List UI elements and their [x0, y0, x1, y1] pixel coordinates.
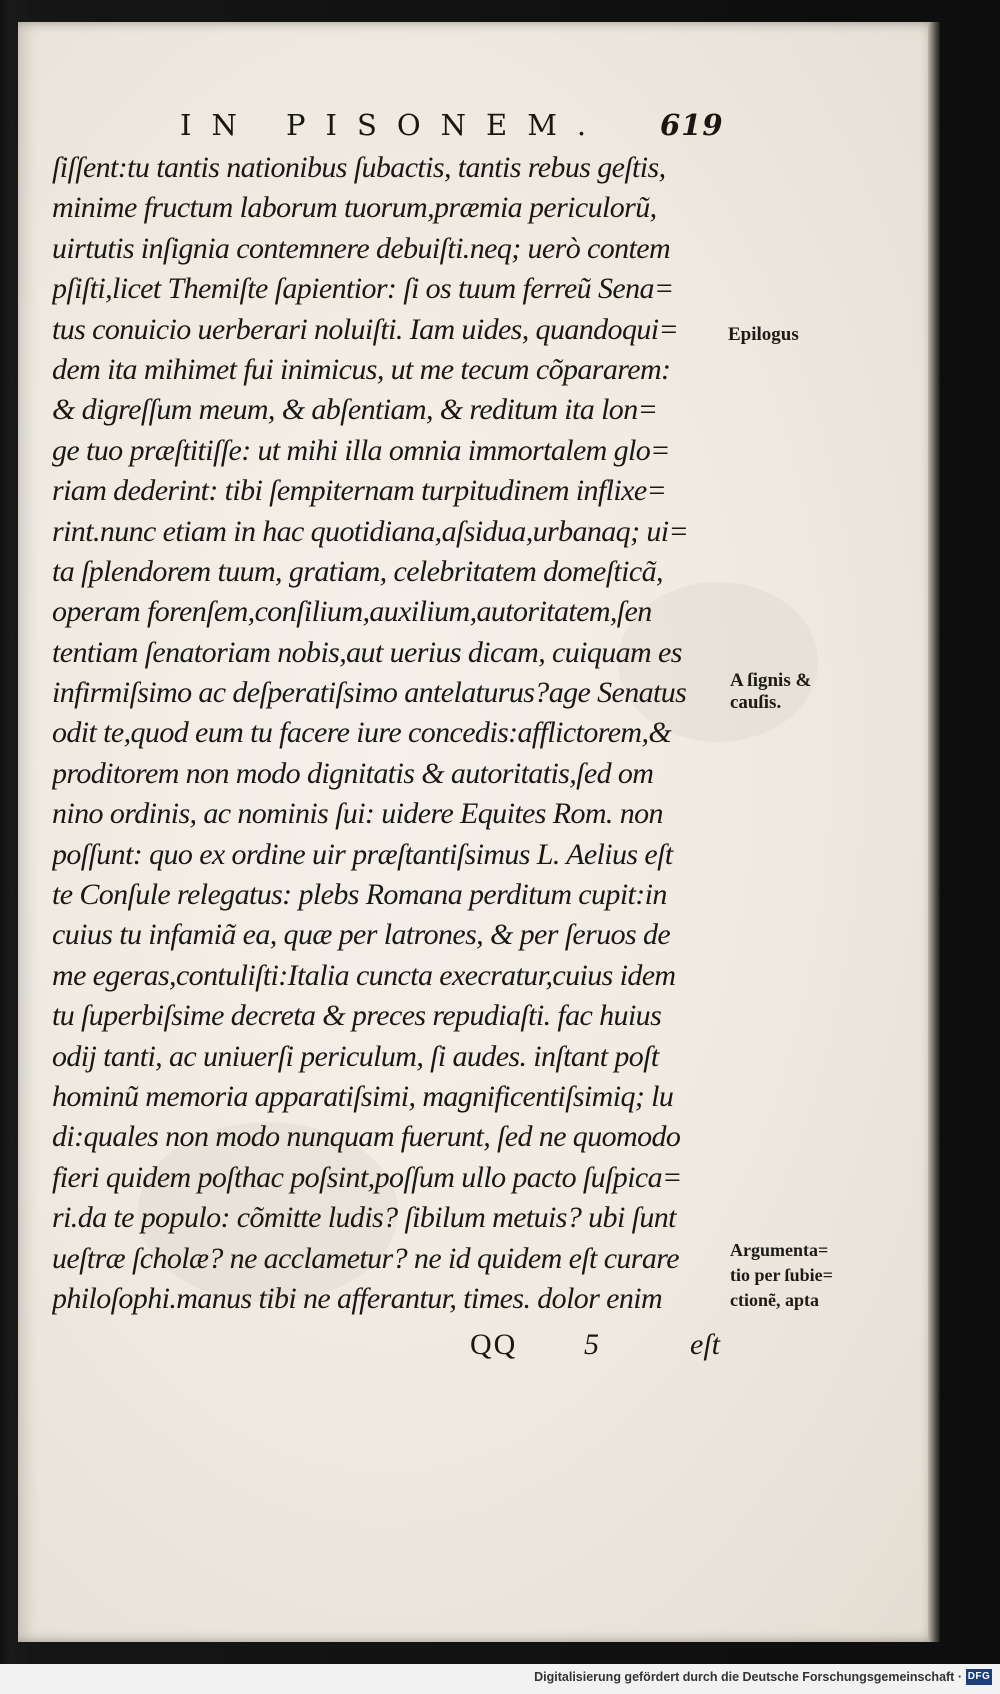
text-line: uirtutis inſignia contemnere debuiſti.neq; uerò contem [52, 231, 671, 265]
text-line: odij tanti, ac uniuerſi periculum, ſi audes. inſtant poſt [52, 1039, 659, 1073]
footer-bar [0, 1664, 1000, 1694]
margin-note-argumentatio [730, 1238, 833, 1313]
text-line: proditorem non modo dignitatis & autoritatis,ſed om [52, 756, 654, 790]
running-head [180, 108, 740, 148]
text-line: ta ſplendorem tuum, gratiam, celebritatem domeſticã, [52, 554, 663, 588]
catchword: eſt [690, 1328, 720, 1361]
text-line: minime fructum laborum tuorum,præmia periculorũ, [52, 191, 657, 225]
text-line: hominũ memoria apparatiſsimi, magnificentiſsimiq; lu [52, 1079, 674, 1113]
text-line: operam forenſem,conſilium,auxilium,autoritatem,ſen [52, 595, 652, 629]
text-line: tu ſuperbiſsime decreta & preces repudiaſti. fac huius [52, 999, 662, 1033]
text-line: ri.da te populo: cõmitte ludis? ſibilum metuis? ubi ſunt [52, 1201, 676, 1235]
margin-note-text: Argumenta= [730, 1240, 829, 1260]
margin-note-text: ctionẽ, apta [730, 1290, 819, 1310]
text-line: odit te,quod eum tu facere iure concedis:afflictorem,& [52, 716, 672, 750]
signature-number: 5 [584, 1328, 599, 1361]
text-line: ge tuo præſtitiſſe: ut mihi illa omnia immortalem glo= [52, 433, 670, 467]
body-text [52, 148, 732, 1319]
text-line: poſſunt: quo ex ordine uir præſtantiſsimus L. Aelius eſt [52, 837, 673, 871]
text-line: cuius tu infamiã ea, quæ per latrones, & per ſeruos de [52, 918, 671, 952]
text-line: te Conſule relegatus: plebs Romana perditum cupit:in [52, 878, 667, 912]
margin-note-epilogus [728, 324, 799, 346]
text-line: philoſophi.manus tibi ne afferantur, times. dolor enim [52, 1281, 663, 1315]
text-line: me egeras,contuliſti:Italia cuncta execratur,cuius idem [52, 958, 676, 992]
signature-mark: QQ [470, 1328, 518, 1361]
funding-credit: Digitalisierung gefördert durch die Deutsche Forschungsgemeinschaft · [534, 1670, 962, 1684]
text-line: nino ordinis, ac nominis ſui: uidere Equites Rom. non [52, 797, 663, 831]
text-line: & digreſſum meum, & abſentiam, & reditum ita lon= [52, 393, 658, 427]
margin-note-text: A ſignis & [730, 670, 812, 691]
running-title: IN PISONEM. [180, 108, 607, 142]
dfg-logo-icon: DFG [966, 1669, 992, 1685]
margin-note-text: Epilogus [728, 324, 799, 345]
text-line: infirmiſsimo ac deſperatiſsimo antelaturus?age Senatus [52, 676, 687, 710]
margin-note-text: tio per ſubie= [730, 1265, 833, 1285]
text-line: ueſtræ ſcholæ? ne acclametur? ne id quidem eſt curare [52, 1241, 679, 1275]
page-number: 619 [660, 108, 724, 142]
text-line: riam dederint: tibi ſempiternam turpitudinem inflixe= [52, 474, 667, 508]
text-line: fieri quidem poſthac poſsint,poſſum ullo pacto ſuſpica= [52, 1160, 682, 1194]
page-edge [928, 22, 940, 1642]
text-line: di:quales non modo nunquam fuerunt, ſed ne quomodo [52, 1120, 681, 1154]
text-line: rint.nunc etiam in hac quotidiana,aſsidua,urbanaq; ui= [52, 514, 689, 548]
signature-line [470, 1328, 740, 1372]
text-line: tus conuicio uerberari noluiſti. Iam uides, quandoqui= [52, 312, 679, 346]
text-line: dem ita mihimet fui inimicus, ut me tecum cõpararem: [52, 352, 671, 386]
margin-note-text: cauſis. [730, 692, 782, 713]
margin-note-signis [730, 670, 811, 714]
text-line: pſiſti,licet Themiſte ſapientior: ſi os tuum ferreũ Sena= [52, 272, 674, 306]
text-line: tentiam ſenatoriam nobis,aut uerius dicam, cuiquam es [52, 635, 682, 669]
text-line: ſiſſent:tu tantis nationibus ſubactis, tantis rebus geſtis, [52, 151, 666, 184]
